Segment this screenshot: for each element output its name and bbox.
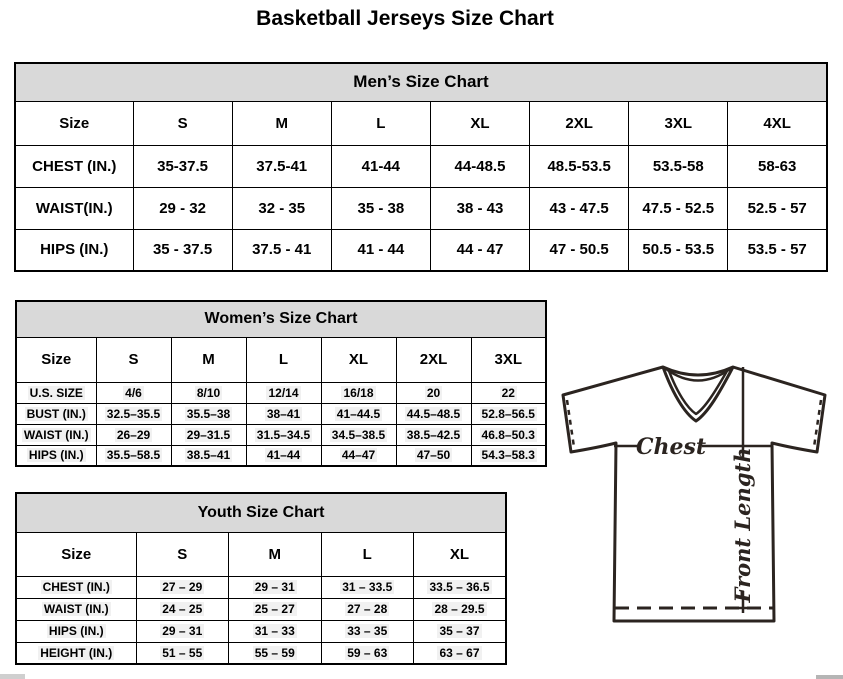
table-cell: 4/6 — [96, 382, 171, 403]
table-cell: 20 — [396, 382, 471, 403]
mens-size-table — [14, 62, 828, 272]
table-cell: 34.5–38.5 — [321, 424, 396, 445]
row-label: WAIST (IN.) — [16, 598, 136, 620]
horizontal-scrollbar-fragment[interactable] — [816, 675, 843, 679]
row-label: CHEST (IN.) — [15, 145, 133, 187]
table-row — [15, 229, 827, 271]
table-cell: 55 – 59 — [229, 642, 322, 664]
row-label: CHEST (IN.) — [16, 576, 136, 598]
table-cell: 41-44 — [331, 145, 430, 187]
table-cell: 44–47 — [321, 445, 396, 466]
column-header: Size — [15, 101, 133, 145]
table-row — [16, 424, 546, 445]
column-header: Size — [16, 337, 96, 382]
table-cell: 48.5-53.5 — [530, 145, 629, 187]
table-cell: 32.5–35.5 — [96, 403, 171, 424]
front-length-measure-label: Front Length — [730, 447, 755, 603]
table-cell: 53.5 - 57 — [728, 229, 827, 271]
row-label: HIPS (IN.) — [16, 620, 136, 642]
table-cell: 38.5–42.5 — [396, 424, 471, 445]
womens-size-chart — [15, 300, 547, 467]
table-cell: 38–41 — [246, 403, 321, 424]
column-header: M — [229, 532, 322, 576]
table-cell: 35.5–38 — [171, 403, 246, 424]
row-label: WAIST(IN.) — [15, 187, 133, 229]
table-cell: 25 – 27 — [229, 598, 322, 620]
table-cell: 37.5-41 — [232, 145, 331, 187]
table-row — [16, 445, 546, 466]
column-header: 2XL — [396, 337, 471, 382]
table-cell: 51 – 55 — [136, 642, 229, 664]
table-cell: 38.5–41 — [171, 445, 246, 466]
table-cell: 16/18 — [321, 382, 396, 403]
table-row — [15, 187, 827, 229]
jersey-measurement-diagram — [556, 358, 833, 630]
column-header: L — [246, 337, 321, 382]
table-cell: 31 – 33 — [229, 620, 322, 642]
youth-table-title: Youth Size Chart — [16, 493, 506, 532]
table-row — [15, 145, 827, 187]
table-cell: 44-48.5 — [430, 145, 529, 187]
column-header: L — [321, 532, 414, 576]
column-header: 2XL — [530, 101, 629, 145]
table-row — [16, 382, 546, 403]
table-row — [16, 642, 506, 664]
table-cell: 44 - 47 — [430, 229, 529, 271]
column-header: 3XL — [471, 337, 546, 382]
mens-size-chart — [14, 62, 828, 272]
table-cell: 8/10 — [171, 382, 246, 403]
table-cell: 52.8–56.5 — [471, 403, 546, 424]
row-label: BUST (IN.) — [16, 403, 96, 424]
table-cell: 33.5 – 36.5 — [414, 576, 507, 598]
table-cell: 31 – 33.5 — [321, 576, 414, 598]
column-header: XL — [321, 337, 396, 382]
table-cell: 59 – 63 — [321, 642, 414, 664]
table-cell: 31.5–34.5 — [246, 424, 321, 445]
column-header: S — [96, 337, 171, 382]
table-cell: 52.5 - 57 — [728, 187, 827, 229]
column-header: L — [331, 101, 430, 145]
table-cell: 37.5 - 41 — [232, 229, 331, 271]
womens-table-title: Women’s Size Chart — [16, 301, 546, 337]
column-header: M — [232, 101, 331, 145]
table-cell: 41 - 44 — [331, 229, 430, 271]
youth-size-chart — [15, 492, 507, 665]
table-cell: 29 - 32 — [133, 187, 232, 229]
row-label: U.S. SIZE — [16, 382, 96, 403]
table-cell: 27 – 29 — [136, 576, 229, 598]
horizontal-scrollbar-fragment[interactable] — [0, 674, 25, 679]
table-header-row — [15, 101, 827, 145]
womens-size-table — [15, 300, 547, 467]
table-cell: 29 – 31 — [136, 620, 229, 642]
table-header-row — [16, 532, 506, 576]
column-header: S — [133, 101, 232, 145]
table-row — [16, 576, 506, 598]
table-cell: 41–44 — [246, 445, 321, 466]
table-cell: 54.3–58.3 — [471, 445, 546, 466]
table-cell: 47.5 - 52.5 — [629, 187, 728, 229]
column-header: Size — [16, 532, 136, 576]
table-header-row — [16, 337, 546, 382]
table-cell: 35-37.5 — [133, 145, 232, 187]
mens-table-title: Men’s Size Chart — [15, 63, 827, 101]
table-cell: 47 - 50.5 — [530, 229, 629, 271]
page-title: Basketball Jerseys Size Chart — [256, 7, 554, 30]
row-label: HEIGHT (IN.) — [16, 642, 136, 664]
table-cell: 63 – 67 — [414, 642, 507, 664]
table-cell: 35 - 38 — [331, 187, 430, 229]
table-cell: 38 - 43 — [430, 187, 529, 229]
table-cell: 26–29 — [96, 424, 171, 445]
table-row — [16, 620, 506, 642]
table-cell: 32 - 35 — [232, 187, 331, 229]
table-cell: 27 – 28 — [321, 598, 414, 620]
table-cell: 29 – 31 — [229, 576, 322, 598]
table-cell: 46.8–50.3 — [471, 424, 546, 445]
table-cell: 43 - 47.5 — [530, 187, 629, 229]
table-row — [16, 598, 506, 620]
column-header: XL — [414, 532, 507, 576]
table-cell: 12/14 — [246, 382, 321, 403]
youth-size-table — [15, 492, 507, 665]
table-cell: 47–50 — [396, 445, 471, 466]
table-cell: 24 – 25 — [136, 598, 229, 620]
table-cell: 35 – 37 — [414, 620, 507, 642]
table-cell: 53.5-58 — [629, 145, 728, 187]
column-header: S — [136, 532, 229, 576]
table-cell: 50.5 - 53.5 — [629, 229, 728, 271]
table-cell: 22 — [471, 382, 546, 403]
table-cell: 44.5–48.5 — [396, 403, 471, 424]
row-label: HIPS (IN.) — [15, 229, 133, 271]
column-header: 4XL — [728, 101, 827, 145]
table-cell: 41–44.5 — [321, 403, 396, 424]
table-cell: 35.5–58.5 — [96, 445, 171, 466]
table-cell: 33 – 35 — [321, 620, 414, 642]
chest-measure-label: Chest — [635, 434, 707, 460]
jersey-outline — [563, 367, 825, 621]
table-cell: 35 - 37.5 — [133, 229, 232, 271]
column-header: XL — [430, 101, 529, 145]
row-label: WAIST (IN.) — [16, 424, 96, 445]
column-header: M — [171, 337, 246, 382]
table-cell: 29–31.5 — [171, 424, 246, 445]
row-label: HIPS (IN.) — [16, 445, 96, 466]
column-header: 3XL — [629, 101, 728, 145]
table-row — [16, 403, 546, 424]
table-cell: 58-63 — [728, 145, 827, 187]
table-cell: 28 – 29.5 — [414, 598, 507, 620]
